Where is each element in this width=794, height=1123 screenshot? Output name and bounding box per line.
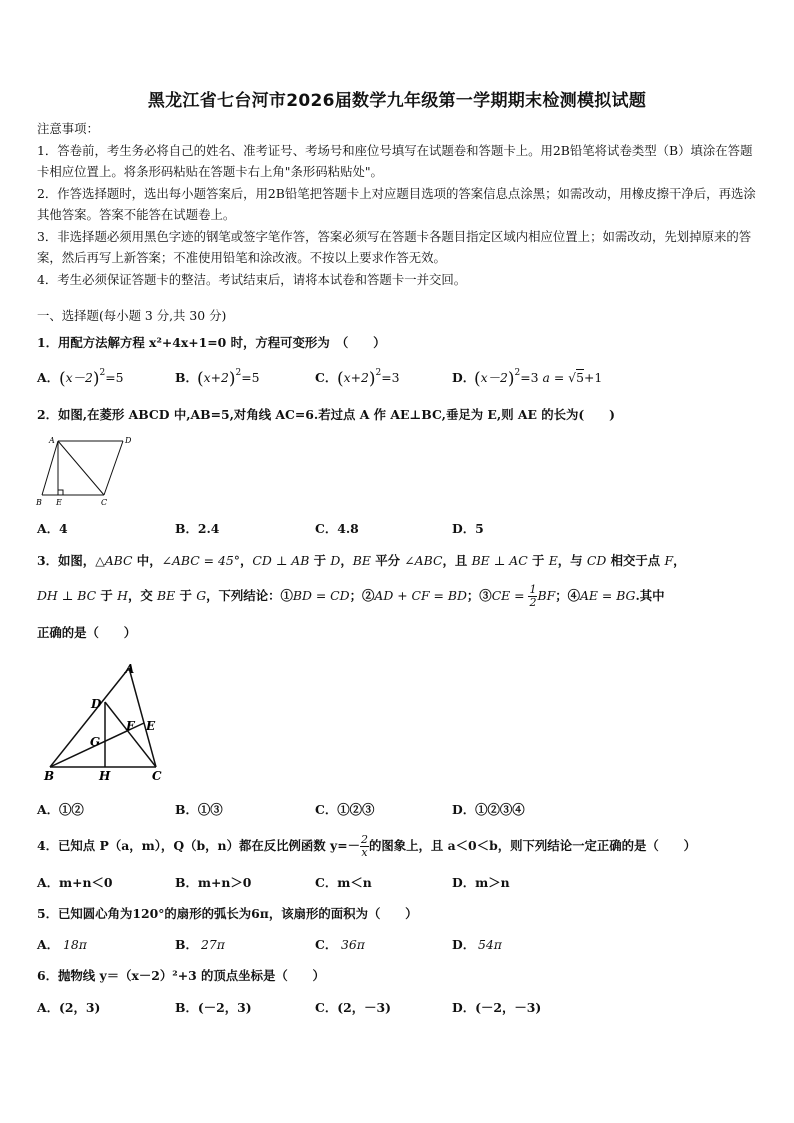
option-b[interactable]: B．(－2，3) [175,1000,252,1015]
exponent: 2 [235,368,242,378]
option-expr: x－2 [65,370,93,385]
option-b[interactable]: B．2.4 [175,521,220,536]
option-a[interactable]: A．(2，3) [37,1000,101,1015]
exponent: 2 [375,368,382,378]
side-ac [129,668,156,767]
extra-plus: +1 [583,370,603,385]
option-c[interactable]: C．①②③ [315,802,375,817]
fraction: $\frac{2}{x}$ [360,833,368,859]
option-c[interactable]: C．4.8 [315,521,359,536]
notice-item: 2．作答选择题时，选出每小题答案后，用2B铅笔把答题卡上对应题目选项的答案信息点涂黑；如需改动，用橡皮擦干净后，再选涂其他答案。答案不能答在试题卷上。 [37,185,756,222]
option-rest: =5 [241,370,260,385]
question-3-line-2: DH ⊥ BC 于 H，交 BE 于 G，下列结论：①BD = CD；②AD + CF = BD；③CE = $\frac{1}{2}$ BF；④AE = BG.其中 [37,583,665,609]
notice-heading: 注意事项： [37,121,99,136]
question-4-options [37,873,757,895]
option-c[interactable]: C．(2，－3) [315,1000,392,1015]
exponent: 2 [99,368,106,378]
option-label: A． [37,370,60,385]
option-a[interactable]: A．①② [37,802,84,817]
notice-item: 4．考生必须保证答题卡的整洁。考试结束后，请将本试卷和答题卡一并交回。 [37,271,467,287]
option-c[interactable]: C．m＜n [315,875,372,890]
right-angle-mark [58,490,63,495]
option-a[interactable]: A． 18π [37,937,87,952]
label-f: F [126,719,135,733]
option-label: D． [452,370,476,385]
side-dc [104,441,123,495]
label-b: B [36,498,42,507]
label-c: C [152,769,162,783]
option-a[interactable]: A．m+n＜0 [37,875,113,890]
notice-block [37,118,759,290]
label-g: G [90,735,101,749]
option-rest: =3 [520,370,539,385]
question-2-stem: 2．如图,在菱形 ABCD 中,AB=5,对角线 AC=6.若过点 A 作 AE⊥BC,垂足为 E,则 AE 的长为( ) [37,407,615,422]
stem-part: 的图象上，且 a＜0＜b，则下列结论一定正确的是（ ） [368,838,696,853]
question-2-options [37,519,757,541]
question-6-options [37,998,757,1020]
option-d[interactable]: D．m＞n [452,875,510,890]
option-d[interactable]: D．(－2，－3) [452,1000,542,1015]
question-3-options [37,800,757,822]
option-b[interactable]: B．$(x+2)^2=5$ [175,368,260,389]
side-ab [42,441,58,495]
question-3-line-1: 3．如图，△ABC 中，∠ABC = 45°，CD ⊥ AB 于 D，BE 平分 ∠ABC，且 BE ⊥ AC 于 E，与 CD 相交于点 F， [37,553,686,568]
label-e: E [146,719,156,733]
notice-item: 1．答卷前，考生务必将自己的姓名、准考证号、考场号和座位号填写在试题卷和答题卡上。用2B铅笔将试卷类型（B）填涂在答题卡相应位置上。将条形码粘贴在答题卡右上角"条形码粘贴处"。 [37,142,753,179]
option-label: B． [175,370,198,385]
option-label: C． [315,370,338,385]
option-d[interactable]: D．$(x-2)^2=3$ a = √5+1 [452,368,603,389]
question-3-line-3: 正确的是（ ） [37,625,137,640]
option-d[interactable]: D．5 [452,521,484,536]
option-expr: x－2 [480,370,508,385]
question-1-stem: 1．用配方法解方程 x²+4x+1=0 时，方程可变形为 （ ） [37,335,386,350]
option-a[interactable]: A．4 [37,521,68,536]
rhombus-lines [42,441,123,495]
rhombus-figure [35,432,135,510]
label-a: A [125,662,135,676]
extra-eq: = [549,370,569,385]
triangle-figure [38,660,170,786]
exponent: 2 [514,368,521,378]
page-title: 黑龙江省七台河市2026届数学九年级第一学期期末检测模拟试题 [147,91,647,111]
triangle-lines [50,668,156,767]
sqrt-radicand: 5 [576,370,584,385]
option-d[interactable]: D．①②③④ [452,802,525,817]
option-c[interactable]: C． 36π [315,937,365,952]
option-expr: x+2 [343,370,369,385]
question-6-stem: 6．抛物线 y＝（x－2）²+3 的顶点坐标是（ ） [37,968,325,983]
option-d[interactable]: D． 54π [452,937,502,952]
label-d: D [125,436,132,445]
label-a: A [49,436,55,445]
label-b: B [44,769,55,783]
stem-part: 4．已知点 P（a，m），Q（b，n）都在反比例函数 y=－ [37,838,360,853]
notice-item: 3．非选择题必须用黑色字迹的钢笔或签字笔作答，答案必须写在答题卡各题目指定区域内相应位置上；如需改动，先划掉原来的答案，然后再写上新答案；不准使用铅笔和涂改液。不按以上要求作答无效。 [37,228,752,265]
label-e: E [56,498,62,507]
label-h: H [99,769,111,783]
diagonal-ac [58,441,104,495]
extra-var: a [542,370,550,385]
option-rest: =3 [381,370,400,385]
option-b[interactable]: B．m+n＞0 [175,875,252,890]
question-5-stem: 5．已知圆心角为120°的扇形的弧长为6π，该扇形的面积为（ ） [37,906,418,921]
question-4-stem [37,834,696,859]
label-c: C [101,498,108,507]
question-1-options [37,368,757,390]
label-d: D [91,697,102,711]
option-b[interactable]: B．①③ [175,802,223,817]
segment-cd [105,702,156,767]
option-a[interactable]: A．$(x-2)^2=5$ [37,368,124,389]
option-expr: x+2 [203,370,229,385]
section-heading: 一、选择题(每小题 3 分,共 30 分) [37,308,227,323]
option-c[interactable]: C．$(x+2)^2=3$ [315,368,400,389]
option-b[interactable]: B． 27π [175,937,225,952]
option-rest: =5 [105,370,124,385]
question-5-options [37,935,757,957]
